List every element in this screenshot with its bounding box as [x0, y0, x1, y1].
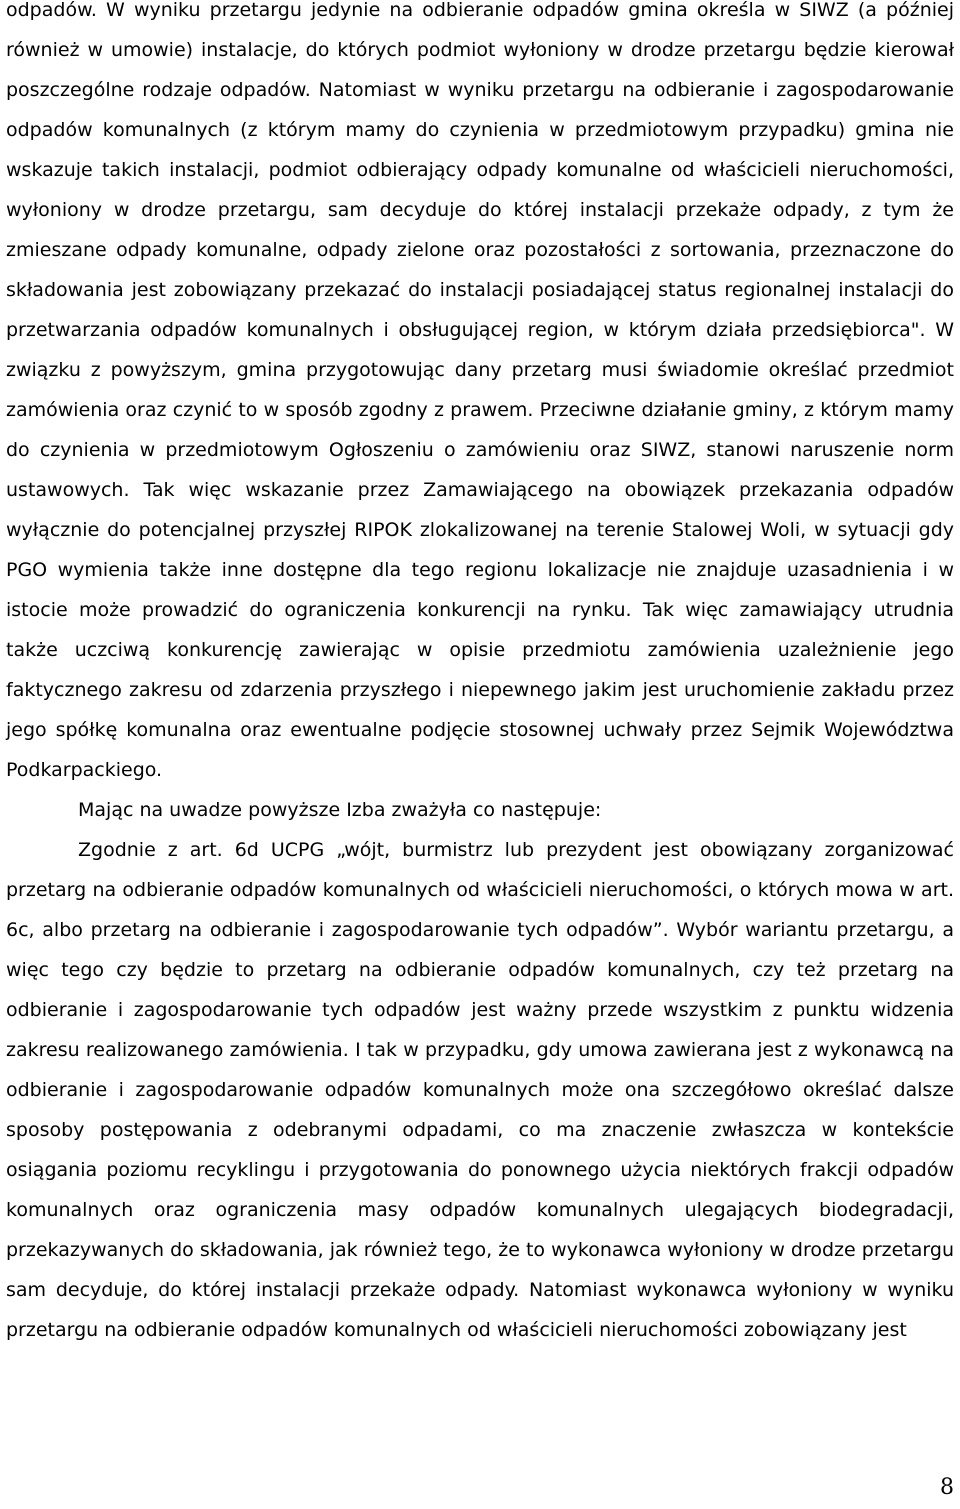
paragraph-legal-analysis: Zgodnie z art. 6d UCPG „wójt, burmistrz lub prezydent jest obowiązany zorganizować przetarg na odbieranie odpadów komunalnych od właścicieli nieruchomości, o których mowa w art. 6c, albo przetarg na odbieranie i zagospodarowanie tych odpadów”. Wybór wariantu przetargu, a więc tego czy będzie to przetarg na odbieranie odpadów komunalnych, czy też przetarg na odbieranie i zagospodarowanie tych odpadów jest ważny przede wszystkim z punktu widzenia zakresu realizowanego zamówienia. I tak w przypadku, gdy umowa zawierana jest z wykonawcą na odbieranie i zagospodarowanie odpadów komunalnych może ona szczegółowo określać dalsze sposoby postępowania z odebranymi odpadami, co ma znaczenie zwłaszcza w kontekście osiągania poziomu recyklingu i przygotowania do ponownego użycia niektórych frakcji odpadów komunalnych oraz ograniczenia masy odpadów komunalnych ulegających biodegradacji, przekazywanych do składowania, jak również tego, że to wykonawca wyłoniony w drodze przetargu sam decyduje, do której instalacji przekaże odpady. Natomiast wykonawca wyłoniony w wyniku przetargu na odbieranie odpadów komunalnych od właścicieli nieruchomości zobowiązany jest — [6, 839, 954, 1341]
page-number: 8 — [940, 1475, 954, 1500]
document-body — [6, 0, 954, 1350]
paragraph-findings-intro: Mając na uwadze powyższe Izba zważyła co następuje: — [78, 799, 602, 821]
paragraph-continuation: odpadów. W wyniku przetargu jedynie na odbieranie odpadów gmina określa w SIWZ (a później również w umowie) instalacje, do których podmiot wyłoniony w drodze przetargu będzie kierował poszczególne rodzaje odpadów. Natomiast w wyniku przetargu na odbieranie i zagospodarowanie odpadów komunalnych (z którym mamy do czynienia w przedmiotowym przypadku) gmina nie wskazuje takich instalacji, podmiot odbierający odpady komunalne od właścicieli nieruchomości, wyłoniony w drodze przetargu, sam decyduje do której instalacji przekaże odpady, z tym że zmieszane odpady komunalne, odpady zielone oraz pozostałości z sortowania, przeznaczone do składowania jest zobowiązany przekazać do instalacji posiadającej status regionalnej instalacji do przetwarzania odpadów komunalnych i obsługującej region, w którym działa przedsiębiorca". W związku z powyższym, gmina przygotowując dany przetarg musi świadomie określać przedmiot zamówienia oraz czynić to w sposób zgodny z prawem. Przeciwne działanie gminy, z którym mamy do czynienia w przedmiotowym Ogłoszeniu o zamówieniu oraz SIWZ, stanowi naruszenie norm ustawowych. Tak więc wskazanie przez Zamawiającego na obowiązek przekazania odpadów wyłącznie do potencjalnej przyszłej RIPOK zlokalizowanej na terenie Stalowej Woli, w sytuacji gdy PGO wymienia także inne dostępne dla tego regionu lokalizacje nie znajduje uzasadnienia i w istocie może prowadzić do ograniczenia konkurencji na rynku. Tak więc zamawiający utrudnia także uczciwą konkurencję zawierając w opisie przedmiotu zamówienia uzależnienie jego faktycznego zakresu od zdarzenia przyszłego i niepewnego jakim jest uruchomienie zakładu przez jego spółkę komunalna oraz ewentualne podjęcie stosownej uchwały przez Sejmik Województwa Podkarpackiego. — [6, 0, 954, 781]
